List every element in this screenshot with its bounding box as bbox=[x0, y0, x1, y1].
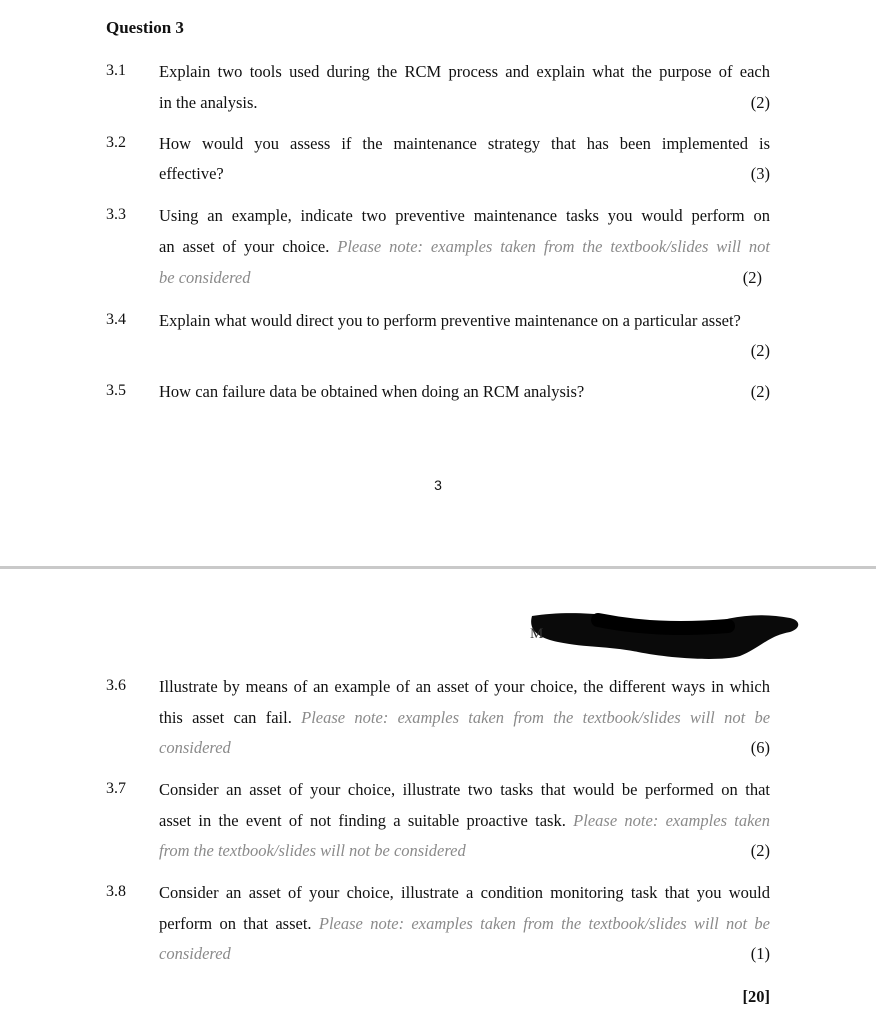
question-heading: Question 3 bbox=[106, 18, 184, 37]
question-text-line: Consider an asset of your choice, illustrate a condition monitoring task that you would bbox=[159, 883, 770, 902]
note-text: considered bbox=[159, 738, 231, 757]
question-text: asset in the event of not finding a suitable proactive task. bbox=[159, 811, 566, 830]
question-number: 3.5 bbox=[106, 382, 126, 399]
note-text: be considered bbox=[159, 268, 251, 287]
question-text-line: Using an example, indicate two preventive maintenance tasks you would perform on bbox=[159, 206, 770, 225]
question-text-line: Explain what would direct you to perform preventive maintenance on a particular asset? bbox=[159, 311, 741, 330]
question-marks: (2) bbox=[742, 268, 762, 287]
question-text-line bbox=[159, 708, 770, 728]
question-number: 3.2 bbox=[106, 134, 126, 151]
redaction-scribble bbox=[528, 608, 800, 660]
question-marks: (3) bbox=[750, 164, 770, 183]
question-text: an asset of your choice. bbox=[159, 237, 330, 256]
question-text-line bbox=[159, 811, 770, 831]
question-marks: (2) bbox=[750, 341, 770, 360]
question-number: 3.1 bbox=[106, 62, 126, 79]
question-text-line: How would you assess if the maintenance strategy that has been implemented is bbox=[159, 134, 770, 153]
page-divider bbox=[0, 566, 876, 569]
question-number: 3.8 bbox=[106, 883, 126, 900]
redaction-fragment: M bbox=[530, 626, 544, 642]
question-text-line: in the analysis. bbox=[159, 93, 258, 112]
question-text: this asset can fail. bbox=[159, 708, 292, 727]
page-number: 3 bbox=[434, 477, 442, 493]
question-text: perform on that asset. bbox=[159, 914, 312, 933]
note-text: Please note: examples taken from the textbook/slides will not be bbox=[318, 914, 770, 933]
question-text-line: How can failure data be obtained when doing an RCM analysis? bbox=[159, 382, 585, 401]
question-text-line: effective? bbox=[159, 164, 224, 183]
question-marks: (2) bbox=[750, 382, 770, 401]
total-marks: [20] bbox=[742, 987, 770, 1006]
question-number: 3.3 bbox=[106, 206, 126, 223]
question-marks: (1) bbox=[750, 944, 770, 963]
question-number: 3.7 bbox=[106, 780, 126, 797]
question-text-line: Explain two tools used during the RCM process and explain what the purpose of each bbox=[159, 62, 770, 81]
question-text-line: Consider an asset of your choice, illustrate two tasks that would be performed on that bbox=[159, 780, 770, 799]
question-marks: (2) bbox=[750, 93, 770, 112]
question-number: 3.4 bbox=[106, 311, 126, 328]
question-number: 3.6 bbox=[106, 677, 126, 694]
question-text-line: Illustrate by means of an example of an asset of your choice, the different ways in which bbox=[159, 677, 770, 696]
note-text: Please note: examples taken from the textbook/slides will not bbox=[337, 237, 770, 256]
note-text: Please note: examples taken from the textbook/slides will not be bbox=[301, 708, 771, 727]
note-text: considered bbox=[159, 944, 231, 963]
question-marks: (2) bbox=[750, 841, 770, 860]
question-text-line bbox=[159, 237, 770, 257]
note-text: Please note: examples taken bbox=[573, 811, 771, 830]
question-marks: (6) bbox=[750, 738, 770, 757]
note-text: from the textbook/slides will not be considered bbox=[159, 841, 466, 860]
question-text-line bbox=[159, 914, 770, 934]
